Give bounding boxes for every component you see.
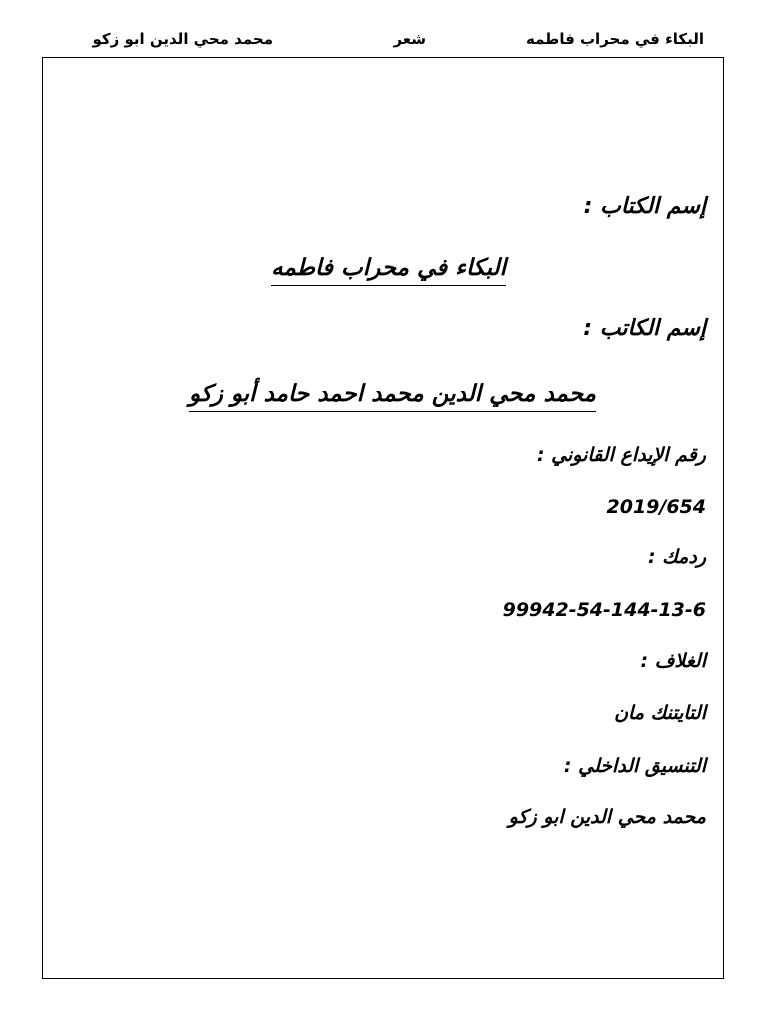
cover-label: الغلاف : <box>640 650 706 672</box>
isbn-label: ردمك : <box>647 546 706 568</box>
book-name: البكاء في محراب فاطمه <box>271 256 506 286</box>
page-header <box>0 30 768 56</box>
author-label: إسم الكاتب : <box>583 316 706 341</box>
layout-value: محمد محي الدين ابو زكو <box>508 806 706 828</box>
author-name: محمد محي الدين محمد احمد حامد أبو زكو <box>189 382 596 412</box>
deposit-label: رقم الإيداع القانوني : <box>536 444 706 466</box>
header-author: محمد محي الدين ابو زكو <box>92 30 273 48</box>
cover-value: التايتنك مان <box>614 702 706 724</box>
deposit-number: 2019/654 <box>606 496 706 518</box>
header-genre: شعر <box>393 30 426 48</box>
book-label: إسم الكتاب : <box>583 194 706 219</box>
layout-label: التنسيق الداخلي : <box>563 755 706 777</box>
isbn-number: 99942-54-144-13-6 <box>502 599 706 621</box>
header-book-title: البكاء في محراب فاطمه <box>526 30 704 48</box>
